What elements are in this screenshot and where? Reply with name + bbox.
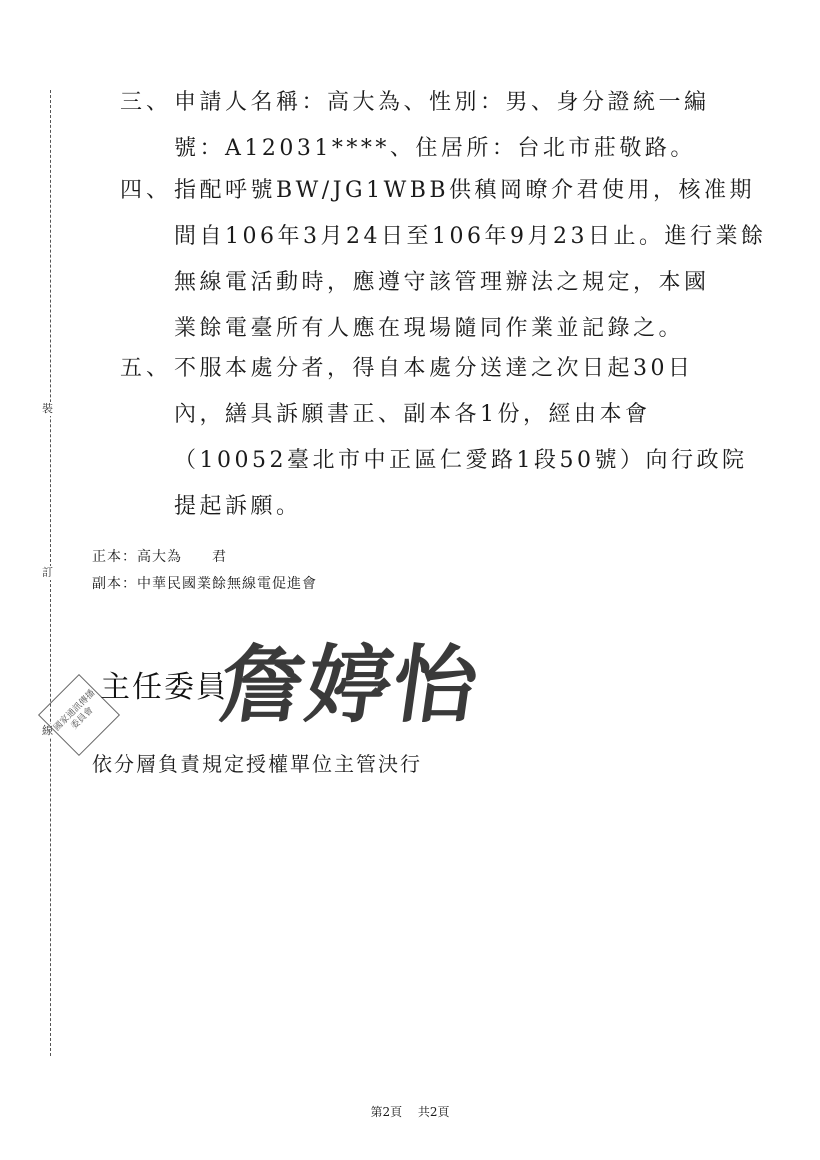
clause-line: （10052臺北市中正區仁愛路1段50號）向行政院	[174, 448, 748, 473]
clause-line: 內，繕具訴願書正、副本各1份，經由本會	[174, 402, 651, 427]
signatory-title: 主任委員	[100, 670, 228, 705]
clause-line: 號：A12031****、住居所：台北市莊敬路。	[174, 136, 696, 161]
clause-line: 申請人名稱：高大為、性別：男、身分證統一編	[174, 90, 710, 115]
clause-number: 四、	[120, 178, 173, 203]
clause-line: 無線電活動時，應遵守該管理辦法之規定，本國	[174, 270, 710, 295]
clause-number: 三、	[120, 90, 173, 115]
clause-line: 業餘電臺所有人應在現場隨同作業並記錄之。	[174, 316, 685, 341]
signatory-signature: 詹婷怡	[214, 636, 486, 734]
clause-number: 五、	[120, 356, 173, 381]
page-total: 共2頁	[417, 1105, 450, 1119]
copy-recipient-main: 正本：高大為 君	[92, 549, 227, 565]
binding-char-zhuang: 裝	[42, 402, 53, 415]
binding-char-xian: 線	[42, 724, 53, 737]
clause-line: 指配呼號BW/JG1WBB供稹岡暸介君使用，核准期	[174, 178, 756, 203]
clause-body	[174, 168, 767, 352]
authorization-statement: 依分層負責規定授權單位主管決行	[92, 752, 422, 776]
clause-line: 提起訴願。	[174, 494, 302, 519]
page-footer	[0, 1103, 820, 1120]
copy-recipient-sub: 副本：中華民國業餘無線電促進會	[92, 576, 317, 592]
page-number: 第2頁	[370, 1105, 403, 1119]
clause-line: 不服本處分者，得自本處分送達之次日起30日	[174, 356, 694, 381]
binding-char-ding: 訂	[42, 566, 53, 579]
seal-text: 國家通訊傳播委員會	[52, 688, 98, 734]
clause-body	[174, 346, 748, 530]
clause-body	[174, 80, 734, 172]
clause-line: 間自106年3月24日至106年9月23日止。進行業餘	[174, 224, 767, 249]
